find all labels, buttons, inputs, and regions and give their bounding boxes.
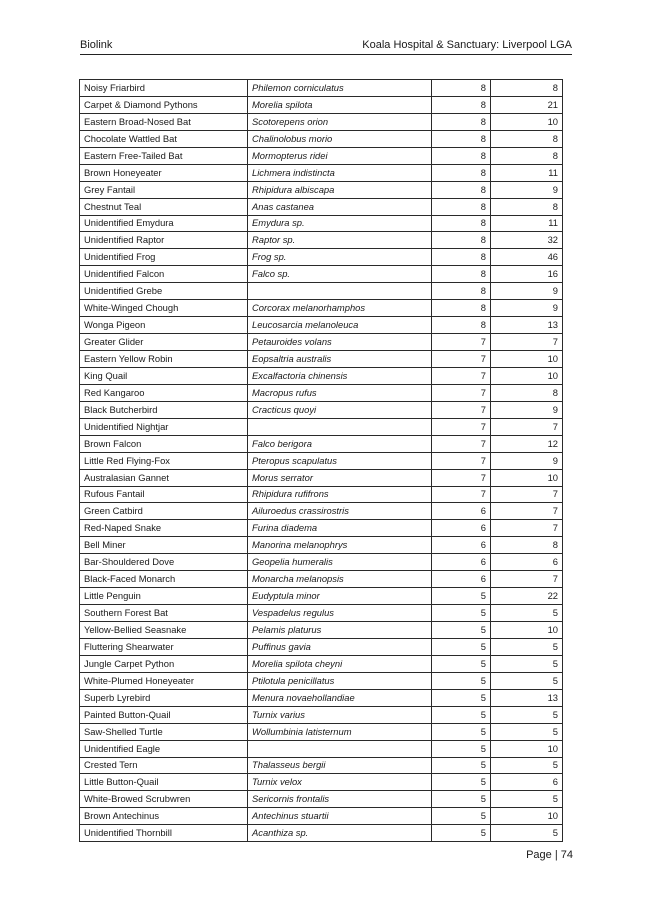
scientific-name-cell: Eudyptula minor <box>248 588 432 605</box>
table-row <box>80 96 563 113</box>
count-a-cell: 8 <box>432 283 491 300</box>
table-row <box>80 215 563 232</box>
common-name-cell: Noisy Friarbird <box>80 80 248 97</box>
count-a-cell: 8 <box>432 317 491 334</box>
count-a-cell: 8 <box>432 147 491 164</box>
common-name-cell: Painted Button-Quail <box>80 706 248 723</box>
count-a-cell: 7 <box>432 334 491 351</box>
scientific-name-cell: Thalasseus bergii <box>248 757 432 774</box>
common-name-cell: White-Plumed Honeyeater <box>80 672 248 689</box>
table-row <box>80 401 563 418</box>
count-b-cell: 10 <box>491 469 563 486</box>
count-a-cell: 6 <box>432 503 491 520</box>
count-b-cell: 5 <box>491 825 563 842</box>
count-a-cell: 5 <box>432 588 491 605</box>
common-name-cell: White-Browed Scrubwren <box>80 791 248 808</box>
common-name-cell: Black-Faced Monarch <box>80 571 248 588</box>
table-row <box>80 300 563 317</box>
count-a-cell: 6 <box>432 554 491 571</box>
count-a-cell: 8 <box>432 80 491 97</box>
count-b-cell: 7 <box>491 571 563 588</box>
scientific-name-cell: Ailuroedus crassirostris <box>248 503 432 520</box>
count-a-cell: 8 <box>432 198 491 215</box>
scientific-name-cell: Menura novaehollandiae <box>248 689 432 706</box>
count-a-cell: 7 <box>432 452 491 469</box>
table-row <box>80 638 563 655</box>
count-a-cell: 7 <box>432 486 491 503</box>
table-row <box>80 723 563 740</box>
scientific-name-cell: Manorina melanophrys <box>248 537 432 554</box>
count-b-cell: 9 <box>491 452 563 469</box>
common-name-cell: Little Red Flying-Fox <box>80 452 248 469</box>
count-b-cell: 8 <box>491 384 563 401</box>
scientific-name-cell: Excalfactoria chinensis <box>248 367 432 384</box>
common-name-cell: Red-Naped Snake <box>80 520 248 537</box>
table-row <box>80 774 563 791</box>
count-a-cell: 5 <box>432 791 491 808</box>
count-b-cell: 7 <box>491 418 563 435</box>
common-name-cell: Chestnut Teal <box>80 198 248 215</box>
scientific-name-cell <box>248 283 432 300</box>
table-row <box>80 283 563 300</box>
count-b-cell: 8 <box>491 130 563 147</box>
common-name-cell: Unidentified Raptor <box>80 232 248 249</box>
scientific-name-cell: Chalinolobus morio <box>248 130 432 147</box>
common-name-cell: Australasian Gannet <box>80 469 248 486</box>
scientific-name-cell: Petauroides volans <box>248 334 432 351</box>
count-a-cell: 8 <box>432 164 491 181</box>
table-row <box>80 689 563 706</box>
count-b-cell: 7 <box>491 503 563 520</box>
common-name-cell: Saw-Shelled Turtle <box>80 723 248 740</box>
count-a-cell: 8 <box>432 266 491 283</box>
header-org-name: Biolink <box>80 39 113 51</box>
common-name-cell: Unidentified Thornbill <box>80 825 248 842</box>
scientific-name-cell: Rhipidura albiscapa <box>248 181 432 198</box>
count-a-cell: 8 <box>432 300 491 317</box>
table-row <box>80 469 563 486</box>
count-b-cell: 5 <box>491 757 563 774</box>
common-name-cell: Yellow-Bellied Seasnake <box>80 622 248 639</box>
count-a-cell: 5 <box>432 740 491 757</box>
count-b-cell: 32 <box>491 232 563 249</box>
scientific-name-cell: Cracticus quoyi <box>248 401 432 418</box>
common-name-cell: Eastern Yellow Robin <box>80 351 248 368</box>
common-name-cell: Bell Miner <box>80 537 248 554</box>
count-a-cell: 7 <box>432 418 491 435</box>
table-row <box>80 130 563 147</box>
table-row <box>80 757 563 774</box>
table-row <box>80 113 563 130</box>
common-name-cell: Unidentified Grebe <box>80 283 248 300</box>
table-row <box>80 249 563 266</box>
count-b-cell: 8 <box>491 198 563 215</box>
scientific-name-cell: Leucosarcia melanoleuca <box>248 317 432 334</box>
count-a-cell: 7 <box>432 367 491 384</box>
common-name-cell: Unidentified Nightjar <box>80 418 248 435</box>
table-row <box>80 537 563 554</box>
count-b-cell: 5 <box>491 791 563 808</box>
count-b-cell: 9 <box>491 283 563 300</box>
count-a-cell: 8 <box>432 96 491 113</box>
count-a-cell: 5 <box>432 723 491 740</box>
common-name-cell: Green Catbird <box>80 503 248 520</box>
count-a-cell: 5 <box>432 655 491 672</box>
count-b-cell: 6 <box>491 774 563 791</box>
count-b-cell: 10 <box>491 367 563 384</box>
table-row <box>80 164 563 181</box>
scientific-name-cell: Turnix varius <box>248 706 432 723</box>
scientific-name-cell: Acanthiza sp. <box>248 825 432 842</box>
scientific-name-cell: Corcorax melanorhamphos <box>248 300 432 317</box>
scientific-name-cell: Rhipidura rufifrons <box>248 486 432 503</box>
scientific-name-cell: Eopsaltria australis <box>248 351 432 368</box>
table-row <box>80 80 563 97</box>
table-row <box>80 367 563 384</box>
header-report-title: Koala Hospital & Sanctuary: Liverpool LGA <box>362 39 572 51</box>
count-b-cell: 10 <box>491 622 563 639</box>
common-name-cell: Unidentified Falcon <box>80 266 248 283</box>
scientific-name-cell: Falco berigora <box>248 435 432 452</box>
count-b-cell: 13 <box>491 317 563 334</box>
table-row <box>80 418 563 435</box>
common-name-cell: Wonga Pigeon <box>80 317 248 334</box>
table-row <box>80 503 563 520</box>
table-row <box>80 672 563 689</box>
scientific-name-cell: Ptilotula penicillatus <box>248 672 432 689</box>
count-b-cell: 9 <box>491 181 563 198</box>
table-row <box>80 435 563 452</box>
common-name-cell: Chocolate Wattled Bat <box>80 130 248 147</box>
count-a-cell: 8 <box>432 249 491 266</box>
scientific-name-cell: Philemon corniculatus <box>248 80 432 97</box>
count-a-cell: 5 <box>432 672 491 689</box>
common-name-cell: Jungle Carpet Python <box>80 655 248 672</box>
scientific-name-cell: Wollumbinia latisternum <box>248 723 432 740</box>
common-name-cell: Bar-Shouldered Dove <box>80 554 248 571</box>
count-a-cell: 8 <box>432 181 491 198</box>
count-a-cell: 8 <box>432 130 491 147</box>
scientific-name-cell: Puffinus gavia <box>248 638 432 655</box>
common-name-cell: Southern Forest Bat <box>80 605 248 622</box>
common-name-cell: Eastern Broad-Nosed Bat <box>80 113 248 130</box>
common-name-cell: King Quail <box>80 367 248 384</box>
count-a-cell: 7 <box>432 384 491 401</box>
count-b-cell: 8 <box>491 537 563 554</box>
count-b-cell: 46 <box>491 249 563 266</box>
table-row <box>80 808 563 825</box>
table-row <box>80 198 563 215</box>
common-name-cell: White-Winged Chough <box>80 300 248 317</box>
common-name-cell: Little Button-Quail <box>80 774 248 791</box>
scientific-name-cell: Macropus rufus <box>248 384 432 401</box>
count-b-cell: 6 <box>491 554 563 571</box>
count-a-cell: 7 <box>432 469 491 486</box>
count-b-cell: 22 <box>491 588 563 605</box>
table-row <box>80 706 563 723</box>
table-row <box>80 486 563 503</box>
count-b-cell: 7 <box>491 334 563 351</box>
table-row <box>80 791 563 808</box>
count-a-cell: 5 <box>432 825 491 842</box>
common-name-cell: Eastern Free-Tailed Bat <box>80 147 248 164</box>
scientific-name-cell: Morus serrator <box>248 469 432 486</box>
page-header <box>80 38 572 55</box>
common-name-cell: Crested Tern <box>80 757 248 774</box>
count-a-cell: 7 <box>432 435 491 452</box>
count-b-cell: 10 <box>491 113 563 130</box>
count-b-cell: 13 <box>491 689 563 706</box>
scientific-name-cell <box>248 740 432 757</box>
count-b-cell: 9 <box>491 300 563 317</box>
table-row <box>80 317 563 334</box>
count-a-cell: 6 <box>432 520 491 537</box>
count-a-cell: 6 <box>432 571 491 588</box>
table-row <box>80 351 563 368</box>
common-name-cell: Red Kangaroo <box>80 384 248 401</box>
count-b-cell: 9 <box>491 401 563 418</box>
count-a-cell: 5 <box>432 605 491 622</box>
count-b-cell: 8 <box>491 147 563 164</box>
common-name-cell: Rufous Fantail <box>80 486 248 503</box>
common-name-cell: Grey Fantail <box>80 181 248 198</box>
common-name-cell: Black Butcherbird <box>80 401 248 418</box>
scientific-name-cell: Antechinus stuartii <box>248 808 432 825</box>
count-b-cell: 11 <box>491 215 563 232</box>
common-name-cell: Fluttering Shearwater <box>80 638 248 655</box>
table-row <box>80 740 563 757</box>
scientific-name-cell: Sericornis frontalis <box>248 791 432 808</box>
count-a-cell: 8 <box>432 113 491 130</box>
table-row <box>80 571 563 588</box>
count-b-cell: 5 <box>491 723 563 740</box>
count-a-cell: 5 <box>432 757 491 774</box>
count-a-cell: 5 <box>432 808 491 825</box>
count-b-cell: 5 <box>491 706 563 723</box>
count-b-cell: 10 <box>491 740 563 757</box>
count-b-cell: 5 <box>491 672 563 689</box>
count-a-cell: 8 <box>432 215 491 232</box>
count-a-cell: 5 <box>432 622 491 639</box>
common-name-cell: Superb Lyrebird <box>80 689 248 706</box>
scientific-name-cell: Monarcha melanopsis <box>248 571 432 588</box>
species-table-body <box>80 80 563 842</box>
scientific-name-cell: Emydura sp. <box>248 215 432 232</box>
count-a-cell: 8 <box>432 232 491 249</box>
table-row <box>80 825 563 842</box>
scientific-name-cell: Morelia spilota cheyni <box>248 655 432 672</box>
count-a-cell: 5 <box>432 689 491 706</box>
scientific-name-cell: Pteropus scapulatus <box>248 452 432 469</box>
count-b-cell: 10 <box>491 808 563 825</box>
common-name-cell: Little Penguin <box>80 588 248 605</box>
scientific-name-cell <box>248 418 432 435</box>
common-name-cell: Brown Antechinus <box>80 808 248 825</box>
count-b-cell: 7 <box>491 486 563 503</box>
scientific-name-cell: Turnix velox <box>248 774 432 791</box>
common-name-cell: Carpet & Diamond Pythons <box>80 96 248 113</box>
table-row <box>80 384 563 401</box>
table-row <box>80 554 563 571</box>
count-b-cell: 16 <box>491 266 563 283</box>
count-b-cell: 12 <box>491 435 563 452</box>
scientific-name-cell: Lichmera indistincta <box>248 164 432 181</box>
scientific-name-cell: Frog sp. <box>248 249 432 266</box>
table-row <box>80 655 563 672</box>
common-name-cell: Brown Falcon <box>80 435 248 452</box>
count-a-cell: 5 <box>432 706 491 723</box>
count-a-cell: 5 <box>432 774 491 791</box>
common-name-cell: Unidentified Eagle <box>80 740 248 757</box>
scientific-name-cell: Mormopterus ridei <box>248 147 432 164</box>
scientific-name-cell: Geopelia humeralis <box>248 554 432 571</box>
scientific-name-cell: Anas castanea <box>248 198 432 215</box>
table-row <box>80 266 563 283</box>
scientific-name-cell: Furina diadema <box>248 520 432 537</box>
count-b-cell: 5 <box>491 638 563 655</box>
scientific-name-cell: Falco sp. <box>248 266 432 283</box>
page-number: Page | 74 <box>526 849 573 861</box>
table-row <box>80 605 563 622</box>
table-row <box>80 520 563 537</box>
count-b-cell: 5 <box>491 605 563 622</box>
count-b-cell: 21 <box>491 96 563 113</box>
table-row <box>80 452 563 469</box>
scientific-name-cell: Vespadelus regulus <box>248 605 432 622</box>
count-b-cell: 7 <box>491 520 563 537</box>
table-row <box>80 181 563 198</box>
count-a-cell: 7 <box>432 351 491 368</box>
scientific-name-cell: Raptor sp. <box>248 232 432 249</box>
count-b-cell: 8 <box>491 80 563 97</box>
table-row <box>80 588 563 605</box>
count-b-cell: 5 <box>491 655 563 672</box>
count-a-cell: 6 <box>432 537 491 554</box>
count-a-cell: 5 <box>432 638 491 655</box>
common-name-cell: Greater Glider <box>80 334 248 351</box>
species-table <box>79 79 563 842</box>
count-b-cell: 10 <box>491 351 563 368</box>
table-row <box>80 622 563 639</box>
scientific-name-cell: Scotorepens orion <box>248 113 432 130</box>
table-row <box>80 147 563 164</box>
scientific-name-cell: Pelamis platurus <box>248 622 432 639</box>
count-b-cell: 11 <box>491 164 563 181</box>
common-name-cell: Unidentified Frog <box>80 249 248 266</box>
count-a-cell: 7 <box>432 401 491 418</box>
table-row <box>80 334 563 351</box>
table-row <box>80 232 563 249</box>
common-name-cell: Brown Honeyeater <box>80 164 248 181</box>
scientific-name-cell: Morelia spilota <box>248 96 432 113</box>
common-name-cell: Unidentified Emydura <box>80 215 248 232</box>
